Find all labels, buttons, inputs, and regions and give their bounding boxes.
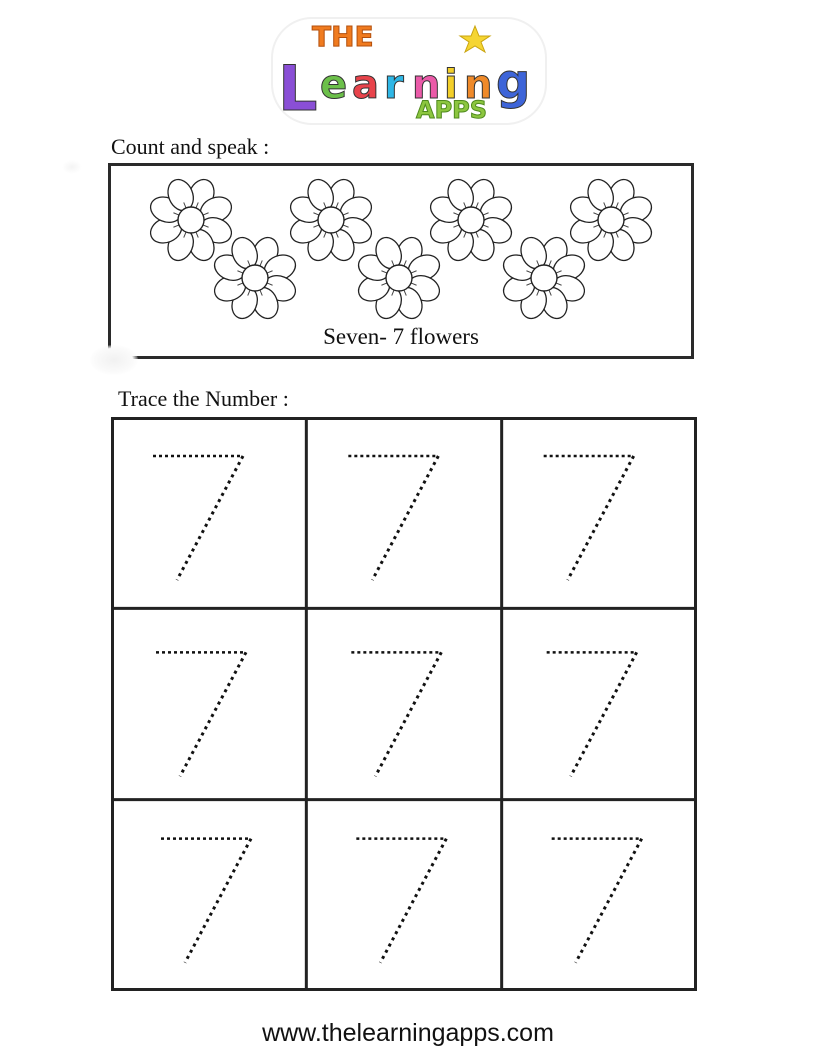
dotted-digit-seven — [552, 839, 642, 963]
flower-icon — [355, 234, 444, 323]
logo-graphic — [268, 12, 550, 130]
flower-icon — [287, 176, 376, 265]
count-caption: Seven- 7 flowers — [323, 324, 479, 349]
website-url: www.thelearningapps.com — [262, 1019, 554, 1047]
logo-letter: r — [384, 62, 404, 108]
logo-letter: e — [320, 62, 348, 108]
flower-icon — [427, 176, 516, 265]
paper-smudge — [62, 160, 82, 174]
logo-the-text: THE — [312, 20, 374, 53]
paper-smudge — [90, 345, 138, 375]
logo-letter: i — [444, 62, 458, 108]
trace-grid-graphic — [111, 417, 697, 991]
logo-letter: g — [496, 54, 531, 110]
logo-apps-text: APPS — [416, 96, 488, 124]
trace-grid — [111, 417, 697, 991]
flower-icon — [147, 176, 236, 265]
flower-icon — [211, 234, 300, 323]
logo-letter: L — [278, 52, 318, 125]
trace-the-number-heading: Trace the Number : — [118, 386, 289, 411]
dotted-digit-seven — [161, 839, 251, 963]
logo-letter: n — [412, 62, 441, 108]
the-learning-apps-logo — [268, 12, 550, 130]
flower-icon — [500, 234, 589, 323]
dotted-digit-seven — [348, 456, 438, 580]
dotted-digit-seven — [356, 839, 446, 963]
count-and-speak-heading: Count and speak : — [111, 134, 270, 159]
dotted-digit-seven — [351, 652, 441, 776]
dotted-digit-seven — [544, 456, 634, 580]
flower-icon — [567, 176, 656, 265]
dotted-digit-seven — [153, 456, 243, 580]
grid-border — [113, 419, 696, 990]
dotted-digit-seven — [156, 652, 246, 776]
count-box — [108, 163, 694, 359]
logo-letter: n — [464, 62, 493, 108]
logo-letter: a — [352, 62, 379, 108]
dotted-digit-seven — [547, 652, 637, 776]
